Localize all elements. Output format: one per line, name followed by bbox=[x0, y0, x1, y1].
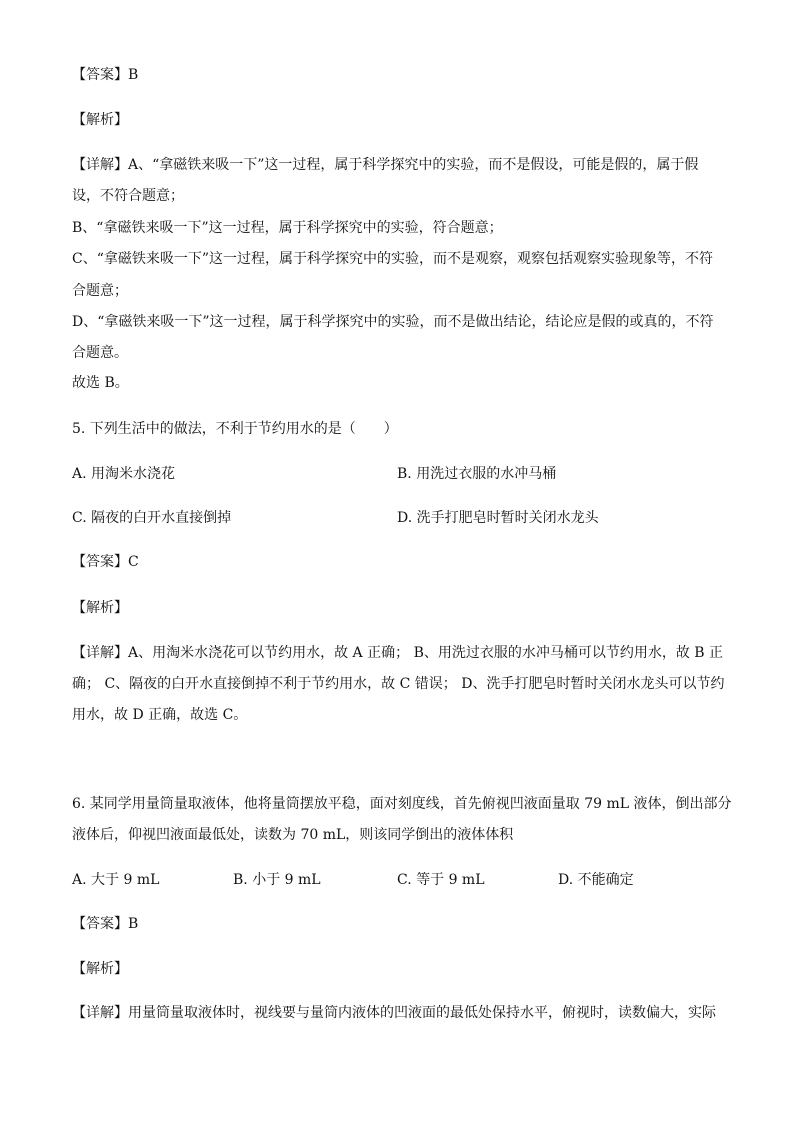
q5-option-c: C. 隔夜的白开水直接倒掉 bbox=[72, 510, 232, 526]
q6-analysis-label: 【解析】 bbox=[72, 961, 128, 977]
q5-detail-line-3: 用水，故 D 正确，故选 C。 bbox=[72, 707, 248, 723]
q4-answer: 【答案】B bbox=[72, 67, 139, 83]
q5-analysis-label: 【解析】 bbox=[72, 600, 128, 616]
q5-question: 5. 下列生活中的做法，不利于节约用水的是（ ） bbox=[72, 421, 398, 437]
q4-detail-line-1: 【详解】A、“拿磁铁来吸一下”这一过程，属于科学探究中的实验，而不是假设，可能是假的，属于假 bbox=[72, 157, 699, 173]
q4-analysis-label: 【解析】 bbox=[72, 112, 128, 128]
q6-answer: 【答案】B bbox=[72, 916, 139, 932]
q4-detail-line-8: 故选 B。 bbox=[72, 375, 129, 391]
q6-detail-line-1: 【详解】用量筒量取液体时，视线要与量筒内液体的凹液面的最低处保持水平，俯视时，读数偏大，实际 bbox=[72, 1005, 716, 1021]
q5-option-a: A. 用淘米水浇花 bbox=[72, 466, 176, 482]
q5-option-b: B. 用洗过衣服的水冲马桶 bbox=[397, 466, 557, 482]
q6-option-a: A. 大于 9 mL bbox=[72, 872, 160, 888]
q5-detail-line-2: 确； C、隔夜的白开水直接倒掉不利于节约用水，故 C 错误； D、洗手打肥皂时暂时关闭水龙头可以节约 bbox=[72, 676, 725, 692]
q6-question-line-2: 液体后，仰视凹液面最低处，读数为 70 mL，则该同学倒出的液体体积 bbox=[72, 827, 514, 843]
q5-answer: 【答案】C bbox=[72, 554, 139, 570]
q6-option-c: C. 等于 9 mL bbox=[397, 872, 485, 888]
q5-detail-line-1: 【详解】A、用淘米水浇花可以节约用水，故 A 正确； B、用洗过衣服的水冲马桶可以节约用水，故 B 正 bbox=[72, 645, 724, 661]
q4-detail-line-3: B、“拿磁铁来吸一下”这一过程，属于科学探究中的实验，符合题意； bbox=[72, 220, 503, 236]
q4-detail-line-2: 设，不符合题意； bbox=[72, 188, 184, 204]
q6-option-b: B. 小于 9 mL bbox=[233, 872, 321, 888]
q6-option-d: D. 不能确定 bbox=[558, 872, 634, 888]
q5-option-d: D. 洗手打肥皂时暂时关闭水龙头 bbox=[397, 510, 599, 526]
q4-detail-line-4: C、“拿磁铁来吸一下”这一过程，属于科学探究中的实验，而不是观察，观察包括观察实验现象等，不符 bbox=[72, 251, 714, 267]
q4-detail-line-6: D、“拿磁铁来吸一下”这一过程，属于科学探究中的实验，而不是做出结论，结论应是假的或真的，不符 bbox=[72, 314, 714, 330]
q4-detail-line-7: 合题意。 bbox=[72, 345, 128, 361]
q6-question-line-1: 6. 某同学用量筒量取液体，他将量筒摆放平稳，面对刻度线，首先俯视凹液面量取 79 mL 液体，倒出部分 bbox=[72, 796, 732, 812]
q4-detail-line-5: 合题意； bbox=[72, 283, 128, 299]
